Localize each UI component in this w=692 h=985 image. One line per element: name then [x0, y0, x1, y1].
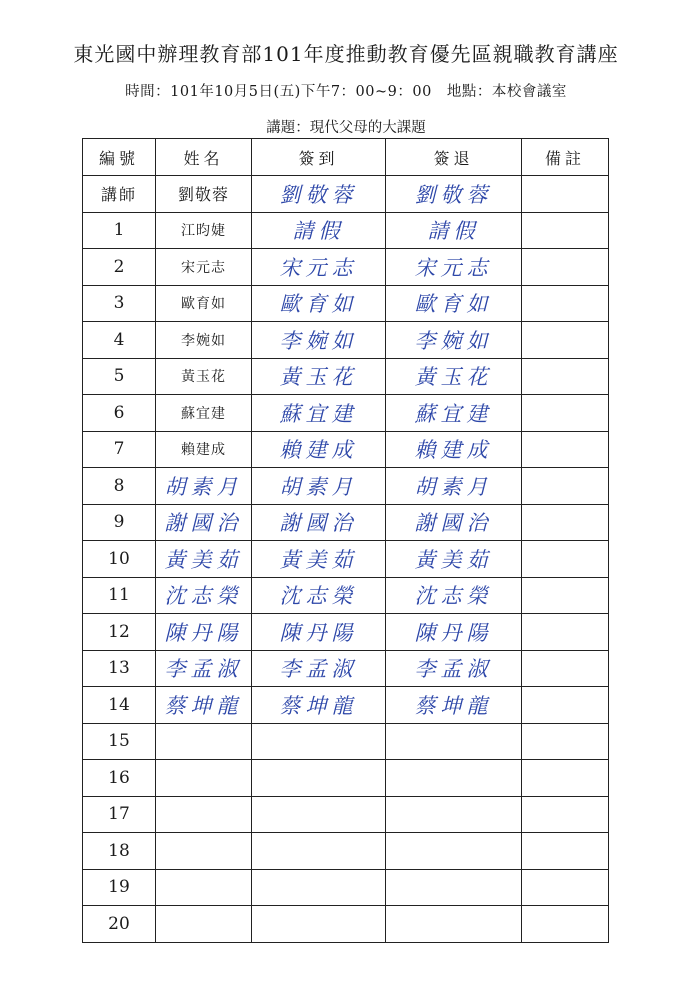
remarks-cell: [522, 796, 609, 833]
header-sign-out: 簽退: [386, 139, 522, 176]
sign-out-cell: [386, 468, 522, 505]
header-remarks: 備註: [522, 139, 609, 176]
sign-out-cell: [386, 760, 522, 797]
handwritten-signature: 沈志榮: [279, 584, 358, 609]
handwritten-signature: 蘇宜建: [414, 401, 493, 426]
sign-out-cell: [386, 285, 522, 322]
handwritten-signature: 陳丹陽: [279, 620, 358, 645]
table-row: [83, 650, 609, 687]
sign-in-cell: [252, 504, 386, 541]
sign-out-cell: [386, 504, 522, 541]
sign-out-cell: [386, 650, 522, 687]
sign-in-cell: [252, 249, 386, 286]
sign-in-cell: [252, 541, 386, 578]
row-number: 20: [83, 906, 156, 943]
header-number: 編號: [83, 139, 156, 176]
handwritten-signature: 黃玉花: [279, 365, 358, 390]
row-number: 16: [83, 760, 156, 797]
attendance-table: [82, 138, 609, 943]
attendee-name: [156, 906, 252, 943]
handwritten-signature: 請假: [427, 219, 480, 244]
remarks-cell: [522, 906, 609, 943]
row-number: 14: [83, 687, 156, 724]
lecturer-label: 講師: [83, 176, 156, 213]
handwritten-signature: 黃美茹: [279, 547, 358, 572]
table-row: [83, 431, 609, 468]
remarks-cell: [522, 723, 609, 760]
sign-out-cell: [386, 358, 522, 395]
remarks-cell: [522, 322, 609, 359]
attendee-name: [156, 760, 252, 797]
sign-in-cell: [252, 796, 386, 833]
sign-in-cell: [252, 869, 386, 906]
table-row: [83, 760, 609, 797]
sign-out-cell: [386, 395, 522, 432]
table-row: [83, 906, 609, 943]
row-number: 17: [83, 796, 156, 833]
sign-out-cell: [386, 833, 522, 870]
handwritten-signature: 宋元志: [414, 255, 493, 280]
handwritten-signature: 歐育如: [414, 292, 493, 317]
attendee-name: [156, 869, 252, 906]
sign-in-cell: [252, 358, 386, 395]
table-row: [83, 395, 609, 432]
sign-out-cell: [386, 431, 522, 468]
remarks-cell: [522, 431, 609, 468]
remarks-cell: [522, 577, 609, 614]
row-number: 2: [83, 249, 156, 286]
row-number: 7: [83, 431, 156, 468]
handwritten-signature: 蘇宜建: [279, 401, 358, 426]
sign-in-cell: [252, 212, 386, 249]
table-row: [83, 723, 609, 760]
handwritten-signature: 歐育如: [279, 292, 358, 317]
header-sign-in: 簽到: [252, 139, 386, 176]
header-row: [83, 139, 609, 176]
table-row: [83, 869, 609, 906]
attendee-name: 蘇宜建: [156, 395, 252, 432]
handwritten-signature: 胡素月: [279, 474, 358, 499]
remarks-cell: [522, 650, 609, 687]
sign-out-cell: [386, 869, 522, 906]
handwritten-signature: 沈志榮: [414, 584, 493, 609]
handwritten-signature: 劉敬蓉: [414, 182, 493, 207]
row-number: 8: [83, 468, 156, 505]
sign-in-cell: [252, 322, 386, 359]
handwritten-signature: 請假: [292, 219, 345, 244]
remarks-cell: [522, 212, 609, 249]
handwritten-name: 蔡坤龍: [164, 693, 243, 718]
table-row: [83, 541, 609, 578]
attendee-name: [156, 468, 252, 505]
sign-in-cell: [252, 614, 386, 651]
attendee-name: 李婉如: [156, 322, 252, 359]
remarks-cell: [522, 614, 609, 651]
sign-out-cell: [386, 687, 522, 724]
row-number: 9: [83, 504, 156, 541]
sign-out-cell: [386, 614, 522, 651]
attendee-name: [156, 577, 252, 614]
attendee-name: [156, 541, 252, 578]
sign-out-cell: [386, 906, 522, 943]
lecturer-row: [83, 176, 609, 213]
handwritten-signature: 賴建成: [279, 438, 358, 463]
lecture-subject: 講題：現代父母的大課題: [266, 120, 426, 136]
handwritten-signature: 陳丹陽: [414, 620, 493, 645]
attendee-name: [156, 723, 252, 760]
row-number: 13: [83, 650, 156, 687]
remarks-cell: [522, 468, 609, 505]
table-row: [83, 249, 609, 286]
remarks-cell: [522, 249, 609, 286]
table-row: [83, 614, 609, 651]
handwritten-signature: 李孟淑: [414, 657, 493, 682]
lecturer-remarks: [522, 176, 609, 213]
row-number: 11: [83, 577, 156, 614]
row-number: 15: [83, 723, 156, 760]
remarks-cell: [522, 760, 609, 797]
remarks-cell: [522, 504, 609, 541]
handwritten-signature: 黃玉花: [414, 365, 493, 390]
sign-in-cell: [252, 650, 386, 687]
sign-in-cell: [252, 577, 386, 614]
sign-in-cell: [252, 285, 386, 322]
table-row: [83, 212, 609, 249]
sign-out-cell: [386, 249, 522, 286]
handwritten-signature: 謝國治: [414, 511, 493, 536]
sign-out-cell: [386, 212, 522, 249]
handwritten-name: 謝國治: [164, 511, 243, 536]
lecturer-name: 劉敬蓉: [156, 176, 252, 213]
remarks-cell: [522, 869, 609, 906]
handwritten-signature: 蔡坤龍: [279, 693, 358, 718]
table-row: [83, 358, 609, 395]
sign-in-cell: [252, 395, 386, 432]
handwritten-name: 黃美茹: [164, 547, 243, 572]
handwritten-signature: 賴建成: [414, 438, 493, 463]
table-row: [83, 504, 609, 541]
handwritten-signature: 胡素月: [414, 474, 493, 499]
remarks-cell: [522, 285, 609, 322]
handwritten-signature: 謝國治: [279, 511, 358, 536]
handwritten-name: 陳丹陽: [164, 620, 243, 645]
row-number: 1: [83, 212, 156, 249]
sign-in-cell: [252, 833, 386, 870]
handwritten-signature: 劉敬蓉: [279, 182, 358, 207]
handwritten-signature: 宋元志: [279, 255, 358, 280]
table-row: [83, 285, 609, 322]
row-number: 12: [83, 614, 156, 651]
attendee-name: [156, 650, 252, 687]
handwritten-signature: 李孟淑: [279, 657, 358, 682]
attendee-name: [156, 833, 252, 870]
table-row: [83, 322, 609, 359]
table-row: [83, 687, 609, 724]
sign-in-cell: [252, 431, 386, 468]
attendee-name: 賴建成: [156, 431, 252, 468]
attendee-name: [156, 687, 252, 724]
attendee-name: 黃玉花: [156, 358, 252, 395]
sign-in-cell: [252, 468, 386, 505]
row-number: 18: [83, 833, 156, 870]
attendee-name: [156, 796, 252, 833]
remarks-cell: [522, 687, 609, 724]
attendee-name: 歐育如: [156, 285, 252, 322]
sign-out-cell: [386, 541, 522, 578]
handwritten-signature: 李婉如: [279, 328, 358, 353]
row-number: 6: [83, 395, 156, 432]
row-number: 4: [83, 322, 156, 359]
handwritten-name: 李孟淑: [164, 657, 243, 682]
sign-out-cell: [386, 322, 522, 359]
row-number: 5: [83, 358, 156, 395]
attendee-name: [156, 504, 252, 541]
sign-out-cell: [386, 577, 522, 614]
attendee-name: 宋元志: [156, 249, 252, 286]
header-name: 姓名: [156, 139, 252, 176]
table-row: [83, 577, 609, 614]
sign-in-cell: [252, 906, 386, 943]
table-row: [83, 796, 609, 833]
event-info: 時間：101年10月5日(五)下午7：00~9：00 地點：本校會議室: [125, 84, 567, 100]
row-number: 3: [83, 285, 156, 322]
lecturer-signin: [252, 176, 386, 213]
handwritten-name: 沈志榮: [164, 584, 243, 609]
sign-in-cell: [252, 760, 386, 797]
table-row: [83, 468, 609, 505]
remarks-cell: [522, 833, 609, 870]
handwritten-signature: 蔡坤龍: [414, 693, 493, 718]
row-number: 19: [83, 869, 156, 906]
remarks-cell: [522, 541, 609, 578]
row-number: 10: [83, 541, 156, 578]
handwritten-signature: 李婉如: [414, 328, 493, 353]
attendee-name: [156, 614, 252, 651]
sign-in-cell: [252, 723, 386, 760]
remarks-cell: [522, 358, 609, 395]
remarks-cell: [522, 395, 609, 432]
sign-in-cell: [252, 687, 386, 724]
attendee-name: 江昀婕: [156, 212, 252, 249]
lecturer-signout: [386, 176, 522, 213]
sign-out-cell: [386, 723, 522, 760]
table-row: [83, 833, 609, 870]
sign-out-cell: [386, 796, 522, 833]
document-title: 東光國中辦理教育部101年度推動教育優先區親職教育講座: [73, 42, 619, 66]
handwritten-signature: 黃美茹: [414, 547, 493, 572]
handwritten-name: 胡素月: [164, 474, 243, 499]
